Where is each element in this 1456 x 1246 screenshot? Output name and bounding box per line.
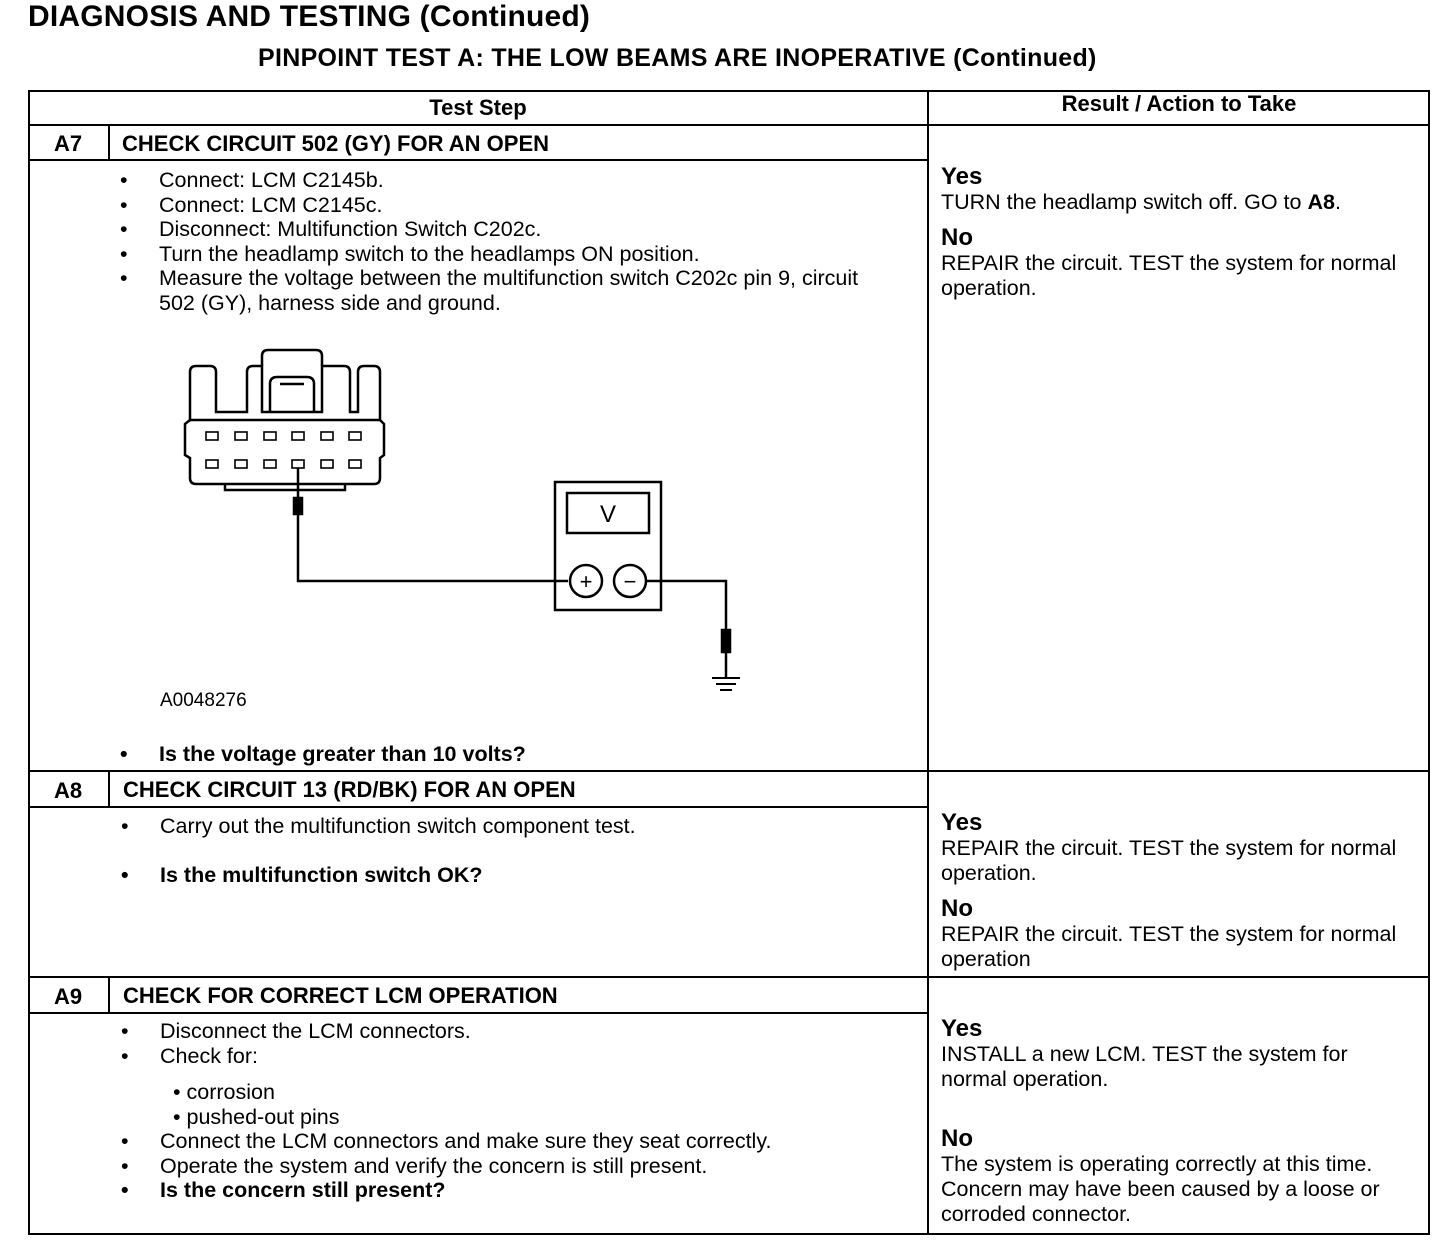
a7-result	[941, 164, 1421, 301]
voltmeter-minus-terminal: −	[623, 569, 637, 594]
step-instructions	[113, 1019, 923, 1203]
negative-lead	[646, 581, 730, 678]
instruction-item: • Connect: LCM C2145b.	[112, 168, 912, 193]
step-title: CHECK CIRCUIT 502 (GY) FOR AN OPEN	[122, 131, 550, 156]
step-id: A9	[53, 984, 83, 1009]
connector-latch-inner	[270, 377, 314, 412]
step-title: CHECK FOR CORRECT LCM OPERATION	[123, 983, 558, 1008]
check-subitem: • pushed-out pins	[173, 1104, 340, 1129]
yes-label: Yes	[941, 1015, 983, 1042]
connector-pins	[206, 432, 361, 468]
instruction-item: • Disconnect: Multifunction Switch C202c.	[112, 217, 912, 242]
yes-action	[941, 190, 1421, 215]
no-action: REPAIR the circuit. TEST the system for normal operation	[941, 922, 1397, 971]
step-title: CHECK CIRCUIT 13 (RD/BK) FOR AN OPEN	[123, 777, 576, 802]
step-question	[112, 742, 912, 767]
pinpoint-test-title: PINPOINT TEST A: THE LOW BEAMS ARE INOPERATIVE (Continued)	[258, 44, 1097, 72]
a9-result	[941, 1016, 1421, 1227]
connector-latch	[262, 350, 322, 366]
instruction-item: • Turn the headlamp switch to the headlamps ON position.	[112, 242, 912, 267]
step-instructions	[113, 814, 913, 887]
ground-symbol	[712, 678, 740, 690]
question-text: • Is the multifunction switch OK?	[113, 863, 913, 888]
check-subitem: • corrosion	[173, 1080, 275, 1104]
yes-action: INSTALL a new LCM. TEST the system for normal operation.	[941, 1042, 1348, 1091]
voltmeter-symbol: V	[599, 501, 617, 528]
step-id: A8	[53, 778, 83, 803]
column-header-result: Result / Action to Take	[1061, 91, 1297, 116]
instruction-item: • Carry out the multifunction switch component test.	[113, 814, 913, 839]
instruction-item: • Disconnect the LCM connectors.	[113, 1019, 923, 1044]
no-label: No	[941, 895, 973, 922]
question-text: • Is the voltage greater than 10 volts?	[112, 742, 912, 767]
instruction-item: • Connect the LCM connectors and make sure they seat correctly.	[113, 1129, 923, 1154]
instruction-item: • Check for:	[113, 1044, 923, 1069]
step-id: A7	[53, 131, 83, 156]
no-action: REPAIR the circuit. TEST the system for normal operation.	[941, 251, 1397, 300]
goto-step-link[interactable]: A8	[1307, 190, 1335, 214]
yes-action-tail: .	[1334, 190, 1341, 214]
yes-label: Yes	[941, 809, 983, 836]
instruction-item: • Connect: LCM C2145c.	[112, 193, 912, 218]
page-title: DIAGNOSIS AND TESTING (Continued)	[28, 0, 591, 33]
no-label: No	[941, 1125, 973, 1152]
no-action: The system is operating correctly at this time. Concern may have been caused by a loose or corroded connector.	[941, 1152, 1380, 1226]
column-header-test-step: Test Step	[429, 95, 527, 120]
figure-id: A0048276	[160, 690, 247, 711]
instruction-item: • Operate the system and verify the concern is still present.	[113, 1154, 923, 1179]
instruction-item: • Measure the voltage between the multifunction switch C202c pin 9, circuit 502 (GY), harness side and ground.	[112, 266, 899, 315]
a8-result	[941, 810, 1421, 972]
yes-action-text: TURN the headlamp switch off. GO to	[941, 190, 1302, 214]
voltmeter-plus-terminal: +	[579, 569, 593, 594]
yes-action: REPAIR the circuit. TEST the system for normal operation.	[941, 836, 1397, 885]
question-text: • Is the concern still present?	[113, 1178, 923, 1203]
yes-label: Yes	[941, 163, 983, 190]
no-label: No	[941, 224, 973, 251]
